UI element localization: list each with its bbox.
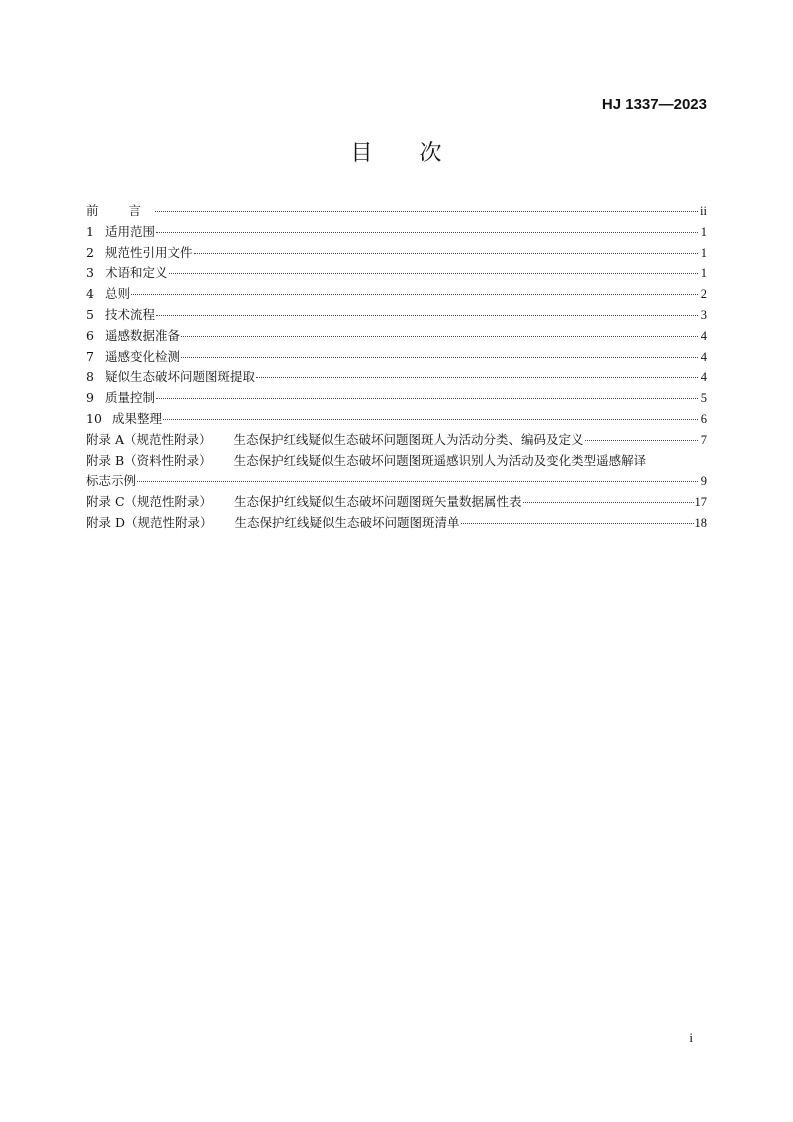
toc-entry-page: ii [700, 204, 707, 218]
leader-dots [155, 211, 698, 212]
leader-dots [181, 357, 698, 358]
appendix-label: 附录 C（规范性附录） [86, 494, 213, 510]
toc-entry-label: 质量控制 [105, 390, 156, 406]
chapter-number: 5 [86, 306, 94, 322]
leader-dots [156, 232, 698, 233]
toc-entry-label: 术语和定义 [105, 265, 168, 281]
toc-entry-page: 4 [700, 370, 707, 385]
toc-entry-label: 总则 [105, 286, 131, 302]
leader-dots [131, 294, 698, 295]
toc-entry-page: 1 [700, 224, 707, 239]
toc-entry-appendix-a[interactable] [86, 430, 707, 451]
toc-entry-page: 3 [700, 307, 707, 322]
toc-entry-page: 2 [700, 287, 707, 302]
toc-entry-chapter-9[interactable] [86, 388, 707, 409]
leader-dots [523, 502, 694, 503]
leader-dots [585, 440, 698, 441]
chapter-number: 3 [86, 265, 94, 281]
leader-dots [137, 481, 698, 482]
document-code: HJ 1337—2023 [601, 96, 707, 113]
toc-entry-page: 18 [694, 515, 707, 530]
toc-title: 目 次 [350, 141, 443, 166]
chapter-number: 7 [86, 348, 94, 364]
toc-entry-chapter-7[interactable] [86, 347, 707, 368]
toc-entry-chapter-2[interactable] [86, 243, 707, 264]
chapter-number: 1 [86, 223, 94, 239]
appendix-title: 生态保护红线疑似生态破坏问题图斑遥感识别人为活动及变化类型遥感解译 [233, 452, 647, 468]
toc-entry-page: 9 [700, 474, 707, 489]
page-number: i [689, 1030, 693, 1045]
leader-dots [181, 336, 698, 337]
toc-entry-page: 17 [694, 495, 707, 510]
toc-entry-page: 6 [700, 411, 707, 426]
leader-dots [256, 377, 698, 378]
toc-entry-page: 7 [700, 432, 707, 447]
toc-entry-page: 1 [700, 266, 707, 281]
chapter-number: 4 [86, 286, 94, 302]
toc-entry-appendix-c[interactable] [86, 492, 707, 513]
appendix-label: 附录 A（规范性附录） [86, 431, 212, 447]
appendix-title: 生态保护红线疑似生态破坏问题图斑矢量数据属性表 [234, 494, 522, 510]
toc-entry-label: 遥感数据准备 [105, 327, 181, 343]
chapter-number: 9 [86, 390, 94, 406]
appendix-title: 生态保护红线疑似生态破坏问题图斑清单 [234, 514, 460, 530]
toc-entry-label: 规范性引用文件 [105, 244, 193, 260]
leader-dots [169, 273, 698, 274]
chapter-number: 8 [86, 369, 94, 385]
toc-entry-chapter-5[interactable] [86, 305, 707, 326]
toc-entry-chapter-8[interactable] [86, 367, 707, 388]
appendix-label: 附录 D（规范性附录） [86, 514, 213, 530]
toc-entry-appendix-b[interactable] [86, 451, 707, 472]
appendix-title: 生态保护红线疑似生态破坏问题图斑人为活动分类、编码及定义 [233, 431, 584, 447]
appendix-title-continuation: 标志示例 [86, 473, 137, 489]
toc-entry-chapter-10[interactable] [86, 409, 707, 430]
toc-entry-page: 4 [700, 349, 707, 364]
toc-entry-appendix-d[interactable] [86, 513, 707, 534]
table-of-contents [86, 201, 707, 534]
toc-entry-label: 前 言 [86, 203, 154, 218]
appendix-label: 附录 B（资料性附录） [86, 452, 212, 468]
toc-entry-foreword[interactable] [86, 201, 707, 222]
toc-entry-chapter-6[interactable] [86, 326, 707, 347]
toc-entry-label: 适用范围 [105, 223, 156, 239]
leader-dots [156, 398, 698, 399]
toc-entry-label: 遥感变化检测 [105, 348, 181, 364]
toc-entry-chapter-1[interactable] [86, 222, 707, 243]
leader-dots [461, 523, 694, 524]
toc-entry-page: 1 [700, 245, 707, 260]
leader-dots [156, 315, 698, 316]
toc-entry-label: 疑似生态破坏问题图斑提取 [105, 369, 256, 385]
toc-entry-appendix-b-continuation[interactable] [86, 471, 707, 492]
chapter-number: 10 [86, 410, 102, 426]
leader-dots [163, 419, 698, 420]
leader-dots [194, 253, 698, 254]
chapter-number: 2 [86, 244, 94, 260]
toc-entry-chapter-4[interactable] [86, 284, 707, 305]
toc-entry-page: 4 [700, 328, 707, 343]
toc-entry-label: 技术流程 [105, 306, 156, 322]
toc-entry-label: 成果整理 [112, 410, 163, 426]
toc-entry-chapter-3[interactable] [86, 263, 707, 284]
chapter-number: 6 [86, 327, 94, 343]
toc-entry-page: 5 [700, 391, 707, 406]
